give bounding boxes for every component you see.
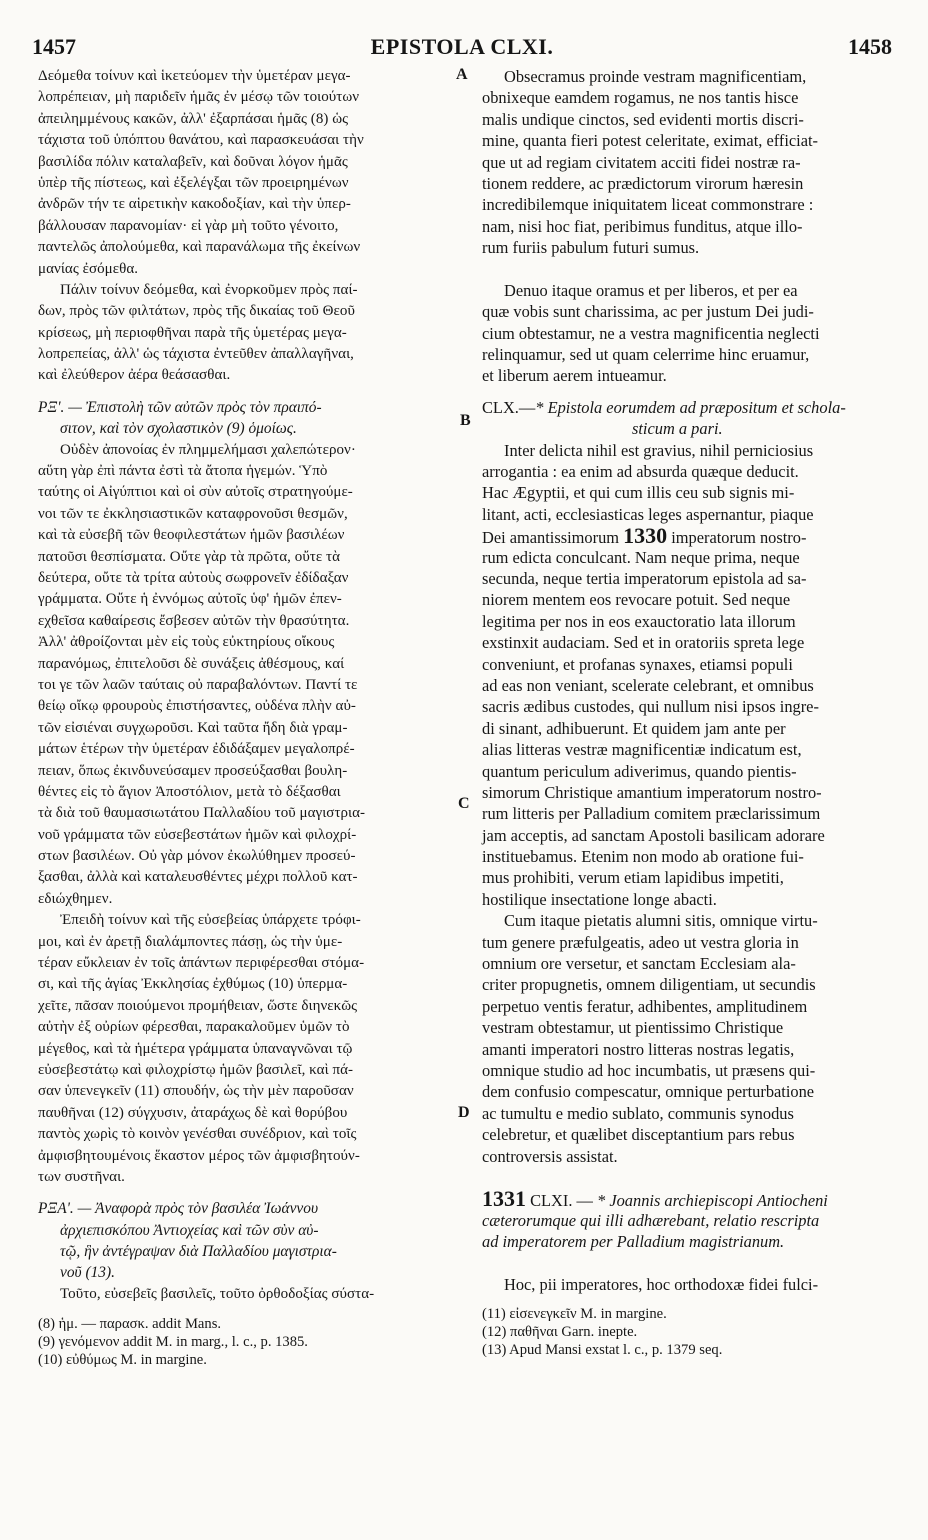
text-line: criter propugnetis, omnem diligentiam, ut secundis xyxy=(482,975,816,995)
heading-line: σιτον, καὶ τὸν σχολαστικὸν (9) ὁμοίως. xyxy=(60,420,297,438)
text-line: Hac Ægyptii, et qui cum illis ceu sub signis mi- xyxy=(482,483,795,503)
text-line: amanti imperatori nostro litteras nostras legatis, xyxy=(482,1039,795,1059)
text-line: θέντες εἰς τὸ ἅγιον Ἀποστόλιον, μετὰ τὸ δέξασθαι xyxy=(38,783,341,800)
text-line: μέγεθος, καὶ τὰ ἡμέτερα γράμματα ὑπαναγνῶναι τῷ xyxy=(38,1040,353,1057)
text-line: quæ vobis sunt charissima, ac per justum Dei judi- xyxy=(482,302,814,322)
text-line: ταύτης οἱ Αἰγύπτιοι καὶ οἱ σὺν αὐτοῖς στρατηγούμε- xyxy=(38,484,353,501)
text-line: alias litteras vestræ magnificentiæ indicatum est, xyxy=(482,740,802,760)
text-line: τὰ διὰ τοῦ θαυμασιωτάτου Παλλαδίου τοῦ μαγιστρια- xyxy=(38,805,366,822)
text-line: Obsecramus proinde vestram magnificentiam, xyxy=(504,67,807,86)
text-line: των συστῆναι. xyxy=(38,1168,125,1185)
text-fragment: imperatorum nostro- xyxy=(667,528,807,548)
text-line: ὑπὲρ τῆς πίστεως, καὶ ἐξελέγξαι τῶν προειρημένων xyxy=(38,174,349,191)
text-line: παρανόμως, ἐπιτελοῦσι δὲ συνάξεις ἀθέσμους, καί xyxy=(38,655,345,672)
text-line: legitima per nos in eos exauctoratio lata illorum xyxy=(482,611,796,631)
text-line: λοπρεπείας, ἀλλ' ὡς τάχιστα ἐντεῦθεν ἀπαλλαγῆναι, xyxy=(38,346,354,363)
greek-paragraph-5 xyxy=(38,1284,456,1305)
text-line: rum furiis pabulum futuri sumus. xyxy=(482,238,700,258)
text-line: τοι γε τῶν λαῶν ταύταις οὐ παραβαλόντων. Παντί τε xyxy=(38,676,358,693)
text-line: καὶ τὰ εὐσεβῆ τῶν θεοφιλεστάτων ἡμῶν βασιλέων xyxy=(38,527,345,544)
text-line: ξασθαι, ἀλλὰ καὶ καταλευσθέντες μέχρι πολλοῦ κατ- xyxy=(38,869,358,886)
text-line: τάχιστα τοῦ ὑπόπτου θανάτου, καὶ παρασκευάσαι τὴν xyxy=(38,132,364,149)
heading-line: ΡΞ'. — Ἐπιστολὴ τῶν αὐτῶν πρὸς τὸν πραιπό- xyxy=(38,398,322,416)
greek-heading-160 xyxy=(38,397,456,440)
heading-title: * Joannis archiepiscopi Antiocheni xyxy=(597,1191,828,1211)
text-line: τέραν εὔκλειαν ἐν τοῖς ἁπάντων περιφέρεσθαι στόμα- xyxy=(38,955,365,972)
text-line: instituebamus. Etenim non modo ab oratione fui- xyxy=(482,847,804,867)
text-line: cium obtestamur, ne a vestra magnificentia neglecti xyxy=(482,323,820,343)
heading-line: ad imperatorem per Palladium magistrianum. xyxy=(482,1232,785,1252)
heading-number: CLX.— xyxy=(482,397,536,417)
text-line: exstinxit audaciam. Sed et in oratoriis spreta lege xyxy=(482,633,805,653)
heading-number: CLXI. — xyxy=(530,1191,593,1211)
page-header xyxy=(32,34,892,60)
text-line: ac tumultu e medio sublato, communis synodus xyxy=(482,1103,794,1123)
greek-paragraph-3 xyxy=(38,440,456,911)
text-line: jam acceptis, ad sanctam Apostoli basilicam adorare xyxy=(482,825,825,845)
text-line: omnique studio ad hoc incumbatis, ut præsens qui- xyxy=(482,1060,816,1080)
text-line: hostilique insectatione longe abacti. xyxy=(482,889,717,909)
latin-paragraph-2 xyxy=(482,280,892,387)
text-fragment: Dei amantissimorum xyxy=(482,528,624,548)
text-line: omnium ore versetur, et sanctam Ecclesiam ala- xyxy=(482,954,796,974)
margin-marker-a: A xyxy=(456,66,468,83)
text-line: μανίας ἐσόμεθα. xyxy=(38,260,139,277)
margin-marker-b: B xyxy=(460,412,471,429)
margin-marker-c: C xyxy=(458,795,470,812)
heading-line: τῷ, ἣν ἀντέγραψαν διὰ Παλλαδίου μαγιστρια- xyxy=(60,1243,337,1261)
latin-paragraph-4 xyxy=(482,910,892,1167)
text-line: ad eas non veniant, scelerate celebrant, et omnibus xyxy=(482,675,814,695)
text-line: πατοῦσι θεσπίσματα. Οὔτε γὰρ τὰ πρῶτα, οὔτε τὰ xyxy=(38,548,341,565)
text-line: χεῖτε, πᾶσαν ποιούμενοι προμήθειαν, ὥστε διηνεκῶς xyxy=(38,997,358,1014)
text-line: θείῳ οἴκῳ φρουροὺς ἐπιστήσαντες, οὐδένα πλὴν αὐ- xyxy=(38,698,356,715)
text-line: καὶ ἐλεύθερον ἀέρα θεάσασθαι. xyxy=(38,367,231,384)
text-line: λοπρέπειαν, μὴ παριδεῖν ἡμᾶς ἐν μέσῳ τῶν τοιούτων xyxy=(38,89,360,106)
latin-paragraph-3 xyxy=(482,440,892,911)
footnote: (9) γενόμενον addit M. in marg., l. c., p. 1385. xyxy=(38,1334,308,1351)
text-line: arrogantia : ea enim ad absurda quæque deducit. xyxy=(482,462,799,482)
text-line: Τοῦτο, εὐσεβεῖς βασιλεῖς, τοῦτο ὀρθοδοξίας σύστα- xyxy=(60,1285,375,1302)
text-line: Hoc, pii imperatores, hoc orthodoxæ fidei fulci- xyxy=(504,1274,819,1294)
text-line: ἀμφισβητουμένοις ἕκαστον μέρος τῶν ἀμφισβητούν- xyxy=(38,1147,360,1164)
text-line: δεύτερα, οὔτε τὰ τρίτα αὐτοὺς σωφρονεῖν ἐδίδαξαν xyxy=(38,569,349,586)
footnote: (10) εὐθύμως M. in margine. xyxy=(38,1352,207,1369)
text-line: εδιώχθημεν. xyxy=(38,890,113,907)
text-line: παντελῶς ἀπολούμεθα, καὶ παρανάλωμα τῆς ἐκείνων xyxy=(38,239,361,256)
latin-paragraph-1 xyxy=(482,66,892,259)
greek-paragraph-1 xyxy=(38,66,456,280)
text-line: Denuo itaque oramus et per liberos, et per ea xyxy=(504,280,798,300)
latin-heading-161 xyxy=(482,1188,892,1252)
text-line: rum litteris per Palladium comitem præclarissimum xyxy=(482,804,821,824)
text-line: μάτων ἑτέρων τὴν ὑμετέραν ἐδιδάξαμεν μεγαλοπρέ- xyxy=(38,741,355,758)
latin-column xyxy=(482,66,892,1359)
text-line: εχθεῖσα καθαίρεσις ἔσβεσεν αὐτῶν τὴν θρασύτητα. xyxy=(38,612,350,629)
text-line: nam, nisi hoc fiat, peribimus funditus, atque illo- xyxy=(482,216,803,236)
text-line: sacris ædibus custodes, qui nullum nisi ipsos ingre- xyxy=(482,697,819,717)
text-line: βάλλουσαν παρανομίαν· εἰ γὰρ μὴ τοῦτο γένοιτο, xyxy=(38,217,339,234)
heading-line: ΡΞΑ'. — Ἀναφορὰ πρὸς τὸν βασιλέα Ἰωάννου xyxy=(38,1200,319,1218)
text-line: malis undique cinctos, sed evidenti mortis discri- xyxy=(482,109,804,129)
text-line: ἀνδρῶν τήν τε αἱρετικὴν κακοδοξίαν, καὶ τὴν ὑπερ- xyxy=(38,196,351,213)
greek-paragraph-4 xyxy=(38,910,456,1188)
text-line: παυθῆναι (12) σύγχυσιν, ἀταράχως δὲ καὶ θορύβου xyxy=(38,1104,348,1121)
text-line: αὕτη γὰρ ἐπὶ πάντα ἐστὶ τὰ ἄτοπα ἡγεμών. Ὑπὸ xyxy=(38,463,328,480)
text-line: et liberum aerem intueamur. xyxy=(482,366,667,386)
text-line: mine, quanta fieri potest celeritate, eximat, efficiat- xyxy=(482,131,819,151)
text-line: εὐσεβεστάτῳ καὶ φιλοχρίστῳ ἡμῶν βασιλεῖ, καὶ πά- xyxy=(38,1061,354,1078)
text-line: perpetuo ventis feratur, adhibentes, amplitudinem xyxy=(482,996,808,1016)
column-number: 1331 xyxy=(482,1186,526,1212)
greek-column xyxy=(38,66,456,1369)
footnote: (8) ἡμ. — παρασκ. addit Mans. xyxy=(38,1316,222,1333)
text-line: obnixeque eamdem rogamus, ne nos tantis hisce xyxy=(482,88,799,108)
text-line: controversis assistat. xyxy=(482,1146,618,1166)
text-line: τῶν εἰσιέναι συγχωροῦσι. Καὶ ταῦτα ἤδη διὰ γραμ- xyxy=(38,719,348,736)
text-line: κρίσεως, μὴ περιοφθῆναι παρὰ τῆς ὑμετέρας μεγα- xyxy=(38,324,347,341)
text-line: rum edicta conculcant. Nam neque prima, neque xyxy=(482,547,800,567)
running-title: EPISTOLA CLXI. xyxy=(370,34,554,59)
text-line: secunda, neque tertia imperatorum epistola ad sa- xyxy=(482,568,807,588)
greek-heading-161 xyxy=(38,1198,456,1284)
text-line: relinquamur, sed ut quam celerrime hinc eruamur, xyxy=(482,345,810,365)
latin-paragraph-5 xyxy=(482,1274,892,1295)
text-line: Inter delicta nihil est gravius, nihil perniciosius xyxy=(504,440,814,460)
footnote: (13) Apud Mansi exstat l. c., p. 1379 seq. xyxy=(482,1342,723,1359)
text-line: βασιλίδα πόλιν καταλαβεῖν, καὶ δοῦναι λόγον ἡμᾶς xyxy=(38,153,348,170)
text-line: que ut ad regiam civitatem acciti fidei nostræ ra- xyxy=(482,152,801,172)
page-number-right: 1458 xyxy=(848,34,892,59)
text-line: Οὐδὲν ἀπονοίας ἐν πλημμελήμασι χαλεπώτερον· xyxy=(60,441,356,458)
text-line: celebretur, et quælibet disceptantium pars rebus xyxy=(482,1125,795,1145)
text-line: Δεόμεθα τοίνυν καὶ ἱκετεύομεν τὴν ὑμετέραν μεγα- xyxy=(38,68,351,84)
heading-line: cæterorumque qui illi adhærebant, relatio rescripta xyxy=(482,1210,820,1230)
text-line: Ἀλλ' ἀθροίζονται μὲν εἰς τοὺς εὐκτηρίους οἴκους xyxy=(38,634,335,651)
text-line: tum genere præfulgeatis, adeo ut vestra gloria in xyxy=(482,932,799,952)
text-line: simorum Christique amantium imperatorum nostro- xyxy=(482,782,822,802)
margin-marker-d: D xyxy=(458,1104,470,1121)
text-line: σαν ὑπενεγκεῖν (11) σπουδήν, ὡς τὴν μὲν παροῦσαν xyxy=(38,1083,354,1100)
text-line: tionem reddere, ac prædictorum virorum hæresin xyxy=(482,173,804,193)
latin-heading-160 xyxy=(482,397,892,440)
page-number-left: 1457 xyxy=(32,34,76,59)
text-line: σι, καὶ τῆς ἁγίας Ἐκκλησίας ἐχθύμως (10) ὑπερμα- xyxy=(38,976,348,993)
text-line: mus prohibiti, verum etiam lapidibus impetiti, xyxy=(482,868,784,888)
latin-footnotes xyxy=(482,1305,892,1359)
text-line: παντὸς χωρὶς τὸ κοινὸν γενέσθαι συνέδριον, καὶ τοῖς xyxy=(38,1126,357,1143)
text-line: νοι τῶν τε ἐκκλησιαστικῶν καταφρονοῦσι θεσμῶν, xyxy=(38,505,348,522)
footnote: (12) παθῆναι Garn. inepte. xyxy=(482,1324,638,1341)
text-line: Πάλιν τοίνυν δεόμεθα, καὶ ἐνορκοῦμεν πρὸς παί- xyxy=(60,281,358,298)
text-line: dem confusio compescatur, omnique perturbatione xyxy=(482,1082,815,1102)
text-line: δων, πρὸς τῶν φιλτάτων, πρὸς τῆς δικαίας τοῦ Θεοῦ xyxy=(38,303,355,320)
text-line: niorem mentem eos revocare potuit. Sed neque xyxy=(482,590,791,610)
text-line: incredibilemque iniquitatem liceat commonstrare : xyxy=(482,195,814,215)
heading-line: νοῦ (13). xyxy=(60,1264,115,1282)
heading-title: * Epistola eorumdem ad præpositum et schola- xyxy=(535,397,846,417)
text-line: μοι, καὶ ἐν ἀρετῇ διαλάμποντες πάσῃ, ὡς τὴν ὑμε- xyxy=(38,933,343,950)
heading-line: sticum a pari. xyxy=(632,419,723,439)
text-line: Cum itaque pietatis alumni sitis, omnique virtu- xyxy=(504,911,818,931)
text-line: quantum periculum adiverimus, quando pientis- xyxy=(482,761,797,781)
text-line: conveniunt, et profanas synaxes, etiamsi populi xyxy=(482,654,793,674)
text-line: γράμματα. Οὔτε ἡ ἐννόμως αὐτοῖς ὑφ' ἡμῶν ἐπεν- xyxy=(38,591,342,608)
text-line: στων βασιλέων. Οὐ γὰρ μόνον ἐκωλύθημεν προσεύ- xyxy=(38,848,356,865)
footnote: (11) εἰσενεγκεῖν M. in margine. xyxy=(482,1306,667,1323)
heading-line: ἀρχιεπισκόπου Ἀντιοχείας καὶ τῶν σὺν αὐ- xyxy=(60,1221,319,1239)
text-line: ἀπειλημμένους κακῶν, ἀλλ' ἐξαρπάσαι ἡμᾶς (8) ὡς xyxy=(38,110,349,127)
text-line: πειαν, ὅπως ἐκινδυνεύσαμεν προσεύξασθαι βουλη- xyxy=(38,762,348,779)
text-line: νοῦ γράμματα τῶν εὐσεβεστάτων ἡμῶν καὶ φιλοχρί- xyxy=(38,826,357,843)
column-number: 1330 xyxy=(623,523,668,549)
greek-footnotes xyxy=(38,1315,456,1369)
text-line: vestram obtestamur, ut pientissimo Christique xyxy=(482,1018,784,1038)
text-line: litant, acti, ecclesiasticas leges aspernantur, piaque xyxy=(482,504,814,524)
text-line: αὐτὴν ἐξ οὐρίων φέρεσθαι, παρακαλοῦμεν ὑμῶν τὸ xyxy=(38,1019,350,1036)
greek-paragraph-2 xyxy=(38,280,456,387)
text-line: di sinant, adhibuerunt. Et quidem jam ante per xyxy=(482,718,786,738)
text-line: Ἐπειδὴ τοίνυν καὶ τῆς εὐσεβείας ὑπάρχετε τρόφι- xyxy=(60,912,361,929)
